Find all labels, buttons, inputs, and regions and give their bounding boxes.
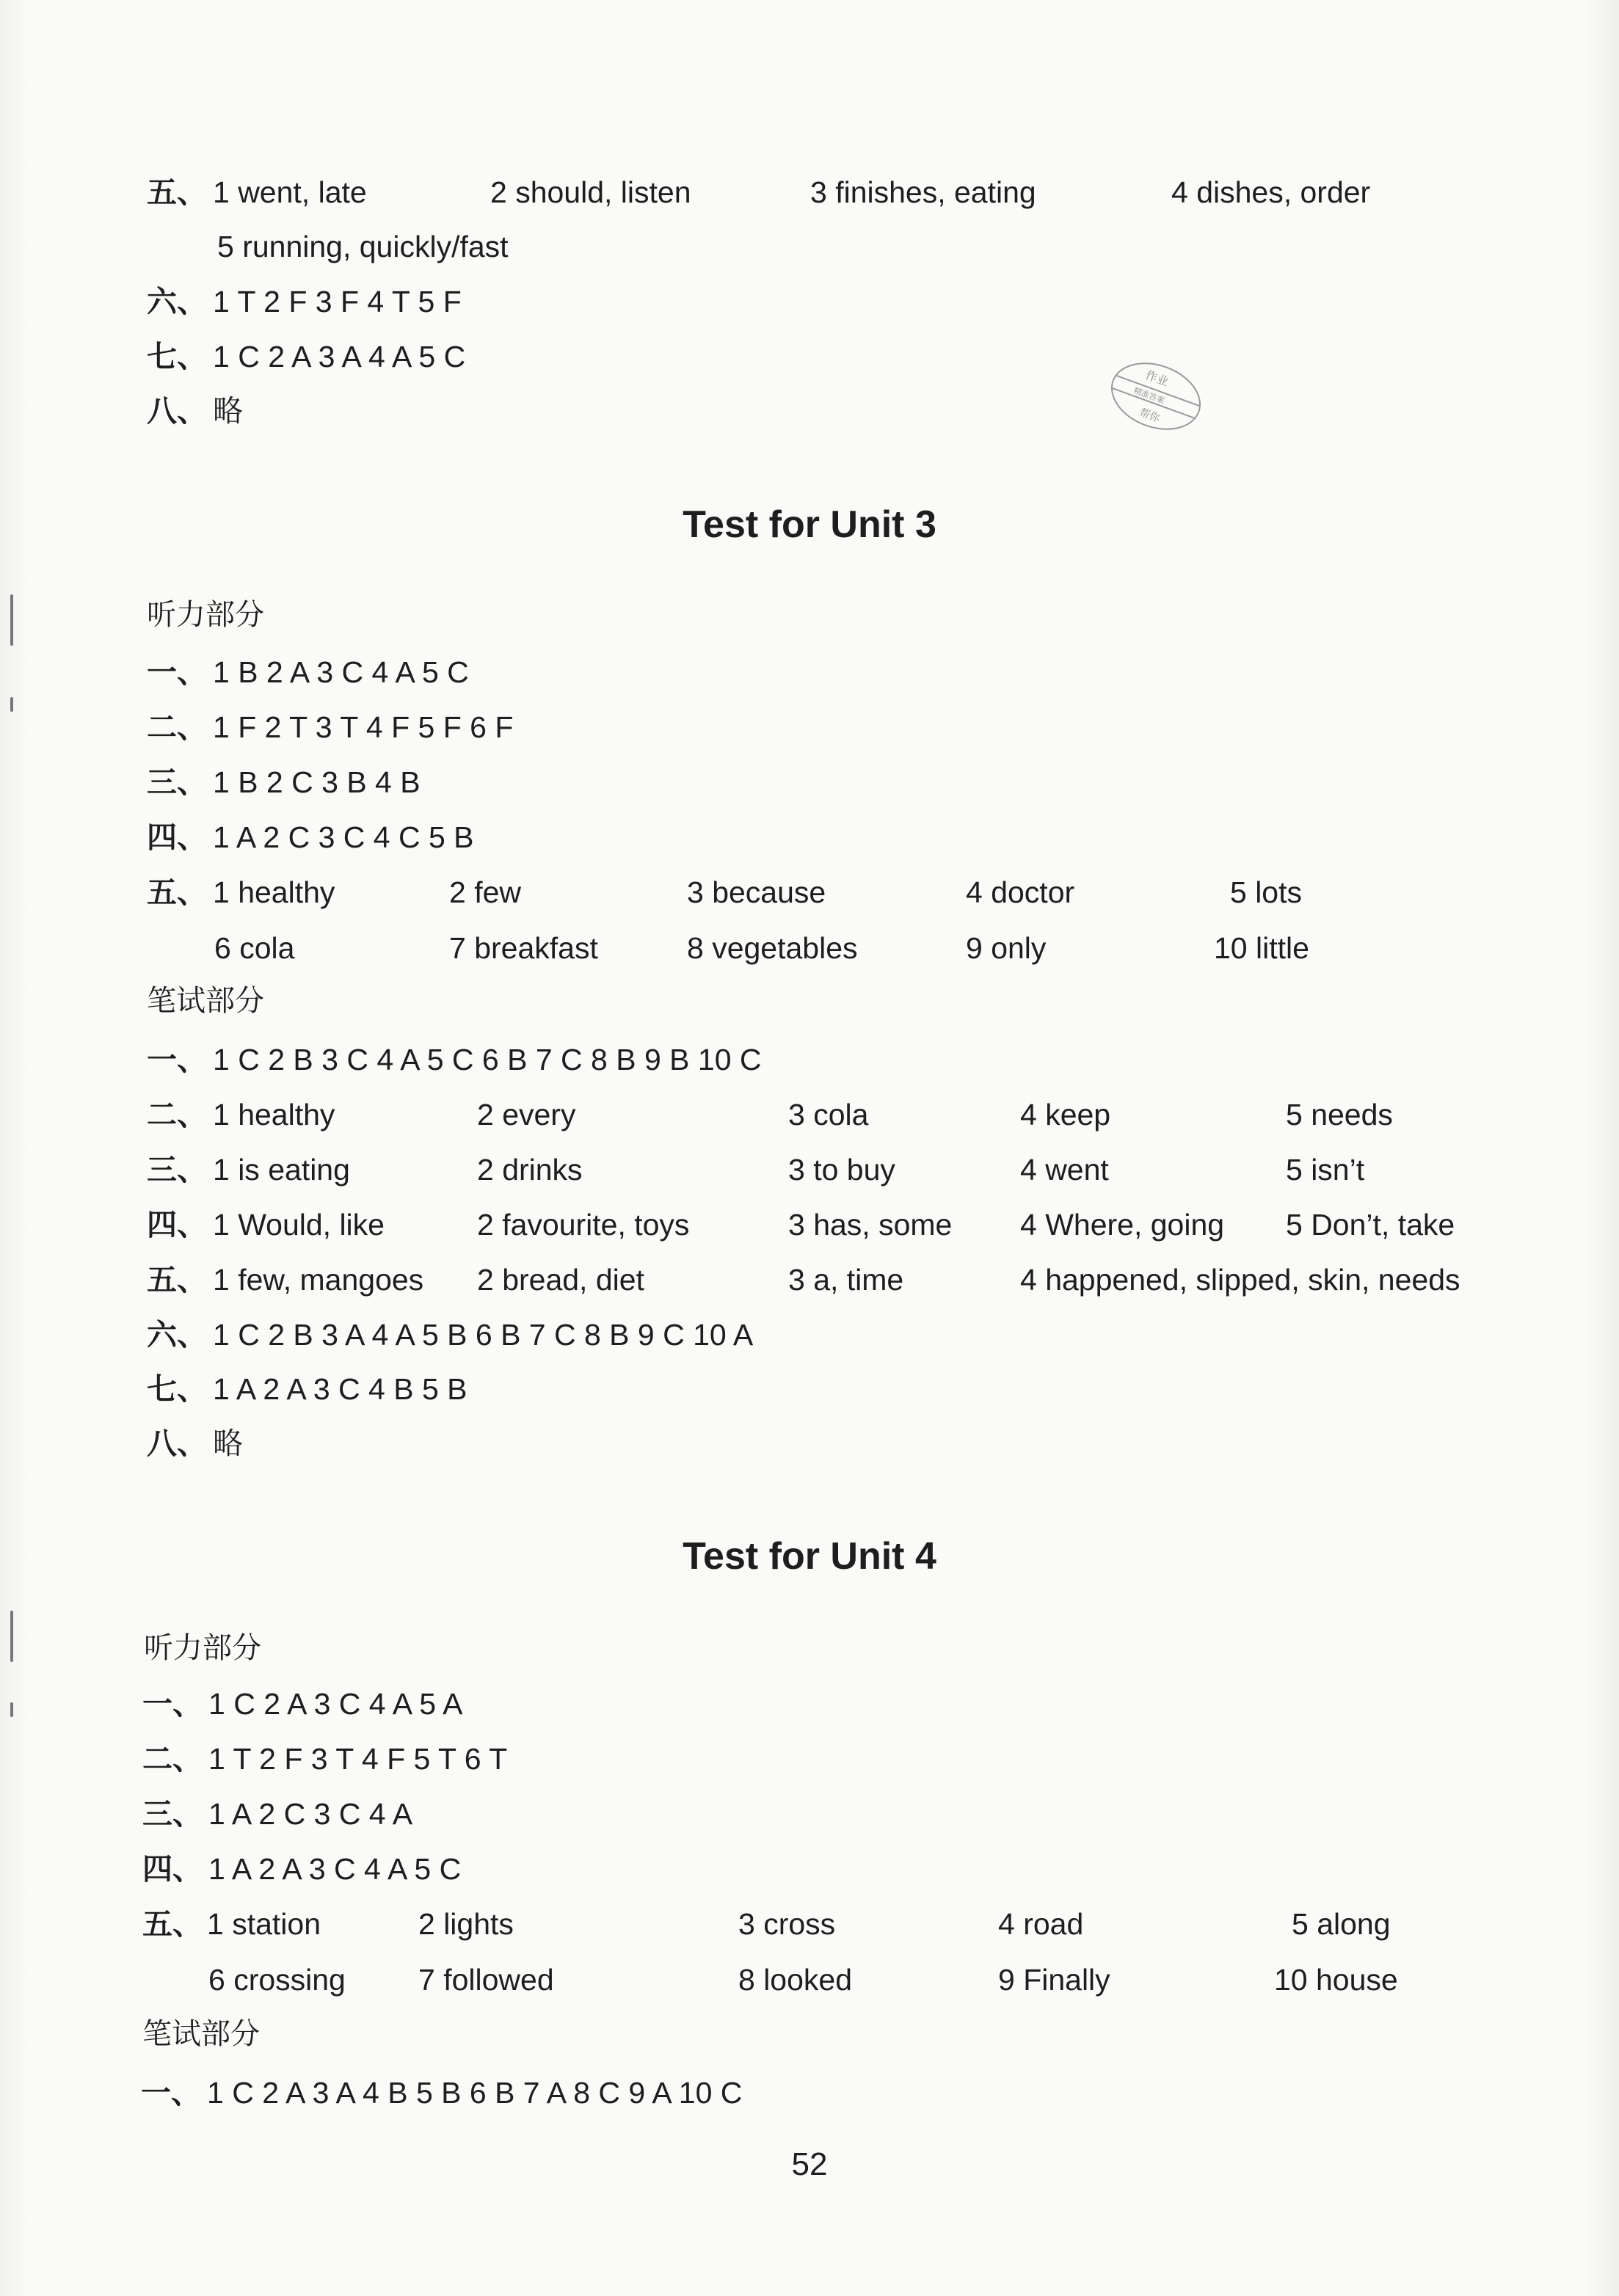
question-number-label: 一、 — [147, 1042, 207, 1077]
answer-text: 3 cross — [738, 1907, 836, 1941]
answer-row — [0, 1792, 1619, 1836]
answer-text: 4 doctor — [966, 875, 1075, 909]
answer-text: 5 running, quickly/fast — [217, 230, 509, 263]
answer-text: 6 crossing — [208, 1963, 346, 1997]
question-number-label: 二、 — [147, 1097, 207, 1132]
answer-text: 3 finishes, eating — [810, 175, 1036, 209]
answer-row — [0, 1093, 1619, 1137]
answer-text: 9 only — [966, 931, 1047, 965]
answer-text: 5 lots — [1230, 875, 1302, 909]
answer-text: 7 followed — [418, 1963, 554, 1997]
question-number-label: 五、 — [147, 1262, 207, 1297]
question-number-label: 五、 — [147, 175, 207, 210]
question-number-label: 三、 — [147, 1152, 207, 1187]
answer-row — [0, 870, 1619, 914]
answer-row — [0, 1148, 1619, 1192]
question-number-label: 一、 — [141, 2075, 201, 2110]
answer-row — [0, 1847, 1619, 1891]
question-number-label: 三、 — [147, 765, 207, 800]
answer-text: 1 C 2 B 3 C 4 A 5 C 6 B 7 C 8 B 9 B 10 C — [213, 1043, 762, 1076]
answer-text: 1 went, late — [213, 175, 367, 209]
answer-text: 1 T 2 F 3 F 4 T 5 F — [213, 285, 462, 318]
question-number-label: 五、 — [142, 1906, 203, 1942]
unit3-title: Test for Unit 3 — [683, 503, 936, 546]
answer-row — [0, 170, 1619, 214]
answer-text: 2 lights — [418, 1907, 514, 1941]
question-number-label: 七、 — [147, 1371, 207, 1407]
answer-text: 笔试部分 — [142, 2017, 260, 2051]
answer-text: 10 little — [1214, 931, 1309, 965]
answer-row — [0, 2071, 1619, 2115]
answer-text: 2 bread, diet — [477, 1263, 644, 1297]
question-number-label: 六、 — [147, 284, 207, 319]
answer-row — [0, 1038, 1619, 1082]
page-number: 52 — [791, 2146, 828, 2182]
question-number-label: 一、 — [142, 1686, 203, 1721]
answer-text: 听力部分 — [147, 598, 264, 632]
answer-row — [0, 280, 1619, 324]
answer-text: 1 C 2 A 3 A 4 A 5 C — [213, 340, 466, 373]
answer-text: 1 B 2 C 3 B 4 B — [213, 765, 421, 799]
answer-text: 2 favourite, toys — [477, 1208, 690, 1242]
answer-text: 9 Finally — [998, 1963, 1110, 1997]
listening-section-heading — [0, 593, 1619, 637]
answer-row — [0, 815, 1619, 859]
answer-row — [0, 650, 1619, 694]
answer-text: 1 C 2 A 3 C 4 A 5 A — [208, 1687, 463, 1721]
answer-text: 1 few, mangoes — [213, 1263, 424, 1297]
answer-text: 8 looked — [738, 1963, 853, 1997]
answer-text: 3 because — [687, 875, 826, 909]
question-number-label: 四、 — [147, 1207, 207, 1242]
answer-text: 1 A 2 A 3 C 4 A 5 C — [208, 1852, 462, 1886]
answer-text: 6 cola — [214, 931, 295, 965]
answer-text: 8 vegetables — [687, 931, 858, 965]
answer-row — [0, 225, 1619, 269]
answer-text: 2 drinks — [477, 1153, 583, 1187]
answer-text: 2 should, listen — [490, 175, 691, 209]
answer-row — [0, 926, 1619, 970]
answer-text: 略 — [213, 394, 243, 428]
answer-row — [0, 1203, 1619, 1247]
answer-text: 7 breakfast — [449, 931, 598, 965]
answer-row — [0, 760, 1619, 804]
writing-section-heading — [0, 979, 1619, 1023]
answer-text: 1 A 2 A 3 C 4 B 5 B — [213, 1372, 467, 1406]
answer-text: 1 Would, like — [213, 1208, 385, 1242]
answer-text: 5 along — [1292, 1907, 1391, 1941]
answer-row — [0, 1958, 1619, 2002]
answer-row — [0, 389, 1619, 433]
svg-text:作业: 作业 — [1143, 368, 1171, 389]
answer-row — [0, 1367, 1619, 1411]
answer-text: 2 every — [477, 1098, 576, 1131]
answer-row — [0, 335, 1619, 379]
answer-text: 4 dishes, order — [1171, 175, 1371, 209]
answer-text: 1 healthy — [213, 875, 335, 909]
answer-text: 4 road — [998, 1907, 1084, 1941]
answer-text: 1 A 2 C 3 C 4 C 5 B — [213, 820, 474, 854]
answer-text: 3 cola — [788, 1098, 869, 1131]
answer-text: 1 B 2 A 3 C 4 A 5 C — [213, 655, 469, 689]
answer-text: 4 keep — [1020, 1098, 1111, 1131]
question-number-label: 四、 — [142, 1851, 203, 1887]
answer-text: 10 house — [1274, 1963, 1398, 1997]
question-number-label: 三、 — [142, 1796, 203, 1832]
answer-text: 3 has, some — [788, 1208, 953, 1242]
question-number-label: 一、 — [147, 655, 207, 690]
answer-text: 3 to buy — [788, 1153, 895, 1187]
answer-text: 5 Don’t, take — [1286, 1208, 1455, 1242]
question-number-label: 八、 — [147, 1426, 207, 1461]
answer-row — [0, 1421, 1619, 1465]
answer-text: 略 — [213, 1426, 243, 1460]
answer-text: 1 C 2 B 3 A 4 A 5 B 6 B 7 C 8 B 9 C 10 A — [213, 1318, 754, 1352]
question-number-label: 四、 — [147, 820, 207, 855]
writing-section-heading — [0, 2012, 1619, 2056]
answer-row — [0, 705, 1619, 749]
answer-text: 1 station — [207, 1907, 321, 1941]
question-number-label: 六、 — [147, 1317, 207, 1352]
question-number-label: 二、 — [147, 710, 207, 745]
answer-row — [0, 1737, 1619, 1781]
answer-text: 1 A 2 C 3 C 4 A — [208, 1797, 413, 1831]
svg-text:帮你: 帮你 — [1138, 407, 1162, 425]
homework-stamp-logo — [1101, 352, 1211, 440]
svg-text:精准答案: 精准答案 — [1132, 385, 1166, 406]
answer-text: 1 healthy — [213, 1098, 335, 1131]
question-number-label: 五、 — [147, 875, 207, 910]
listening-section-heading — [0, 1626, 1619, 1670]
question-number-label: 七、 — [147, 339, 207, 374]
answer-row — [0, 1902, 1619, 1946]
answer-text: 笔试部分 — [147, 984, 264, 1018]
answer-row — [0, 1682, 1619, 1726]
answer-text: 2 few — [449, 875, 521, 909]
answer-row — [0, 1313, 1619, 1357]
answer-text: 1 T 2 F 3 T 4 F 5 T 6 T — [208, 1742, 508, 1776]
answer-row — [0, 1258, 1619, 1302]
answer-text: 4 went — [1020, 1153, 1109, 1187]
answer-text: 5 isn’t — [1286, 1153, 1365, 1187]
answer-text: 3 a, time — [788, 1263, 904, 1297]
question-number-label: 二、 — [142, 1741, 203, 1776]
answer-text: 4 happened, slipped, skin, needs — [1020, 1263, 1460, 1297]
question-number-label: 八、 — [147, 393, 207, 429]
answer-text: 1 F 2 T 3 T 4 F 5 F 6 F — [213, 710, 514, 744]
unit4-title: Test for Unit 4 — [683, 1535, 936, 1578]
answer-text: 听力部分 — [144, 1631, 261, 1665]
answer-text: 1 is eating — [213, 1153, 350, 1187]
answer-text: 4 Where, going — [1020, 1208, 1225, 1242]
answer-text: 5 needs — [1286, 1098, 1393, 1131]
answer-text: 1 C 2 A 3 A 4 B 5 B 6 B 7 A 8 C 9 A 10 C — [207, 2076, 743, 2110]
